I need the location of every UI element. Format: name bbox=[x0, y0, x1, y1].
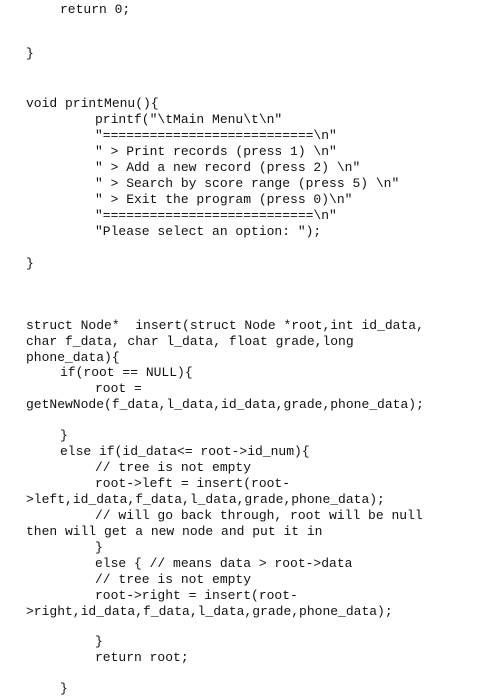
code-line: then will get a new node and put it in bbox=[26, 524, 323, 539]
code-line: } bbox=[26, 256, 34, 271]
code-line: // will go back through, root will be null bbox=[95, 508, 423, 523]
code-line: root->right = insert(root- bbox=[95, 588, 298, 603]
code-line: // tree is not empty bbox=[95, 460, 252, 475]
code-line: " > Print records (press 1) \n" bbox=[95, 144, 337, 159]
code-line: " > Exit the program (press 0)\n" bbox=[95, 192, 353, 207]
code-line: "Please select an option: "); bbox=[95, 224, 322, 239]
code-line: "===========================\n" bbox=[95, 128, 337, 143]
code-line: " > Add a new record (press 2) \n" bbox=[95, 160, 361, 175]
code-line: >right,id_data,f_data,l_data,grade,phone_data); bbox=[26, 604, 393, 619]
code-line: if(root == NULL){ bbox=[60, 365, 193, 380]
code-line: } bbox=[95, 540, 103, 555]
code-line: return 0; bbox=[60, 2, 131, 17]
code-line: getNewNode(f_data,l_data,id_data,grade,phone_data); bbox=[26, 397, 424, 412]
code-line: } bbox=[95, 634, 103, 649]
code-line: return root; bbox=[95, 650, 189, 665]
code-line: } bbox=[26, 46, 34, 61]
code-line: // tree is not empty bbox=[95, 572, 252, 587]
code-line: root->left = insert(root- bbox=[95, 476, 291, 491]
code-line: else { // means data > root->data bbox=[95, 556, 353, 571]
code-line: struct Node* insert(struct Node *root,int id_data, bbox=[26, 318, 424, 333]
code-line: void printMenu(){ bbox=[26, 96, 159, 111]
code-line: else if(id_data<= root->id_num){ bbox=[60, 444, 310, 459]
code-line: phone_data){ bbox=[26, 350, 120, 365]
code-line: } bbox=[60, 428, 68, 443]
code-line: char f_data, char l_data, float grade,long bbox=[26, 334, 354, 349]
code-line: } bbox=[60, 681, 68, 696]
code-line: "===========================\n" bbox=[95, 208, 337, 223]
code-line: printf("\tMain Menu\t\n" bbox=[95, 112, 283, 127]
code-line: root = bbox=[95, 381, 142, 396]
code-line: >left,id_data,f_data,l_data,grade,phone_data); bbox=[26, 492, 385, 507]
code-line: " > Search by score range (press 5) \n" bbox=[95, 176, 400, 191]
